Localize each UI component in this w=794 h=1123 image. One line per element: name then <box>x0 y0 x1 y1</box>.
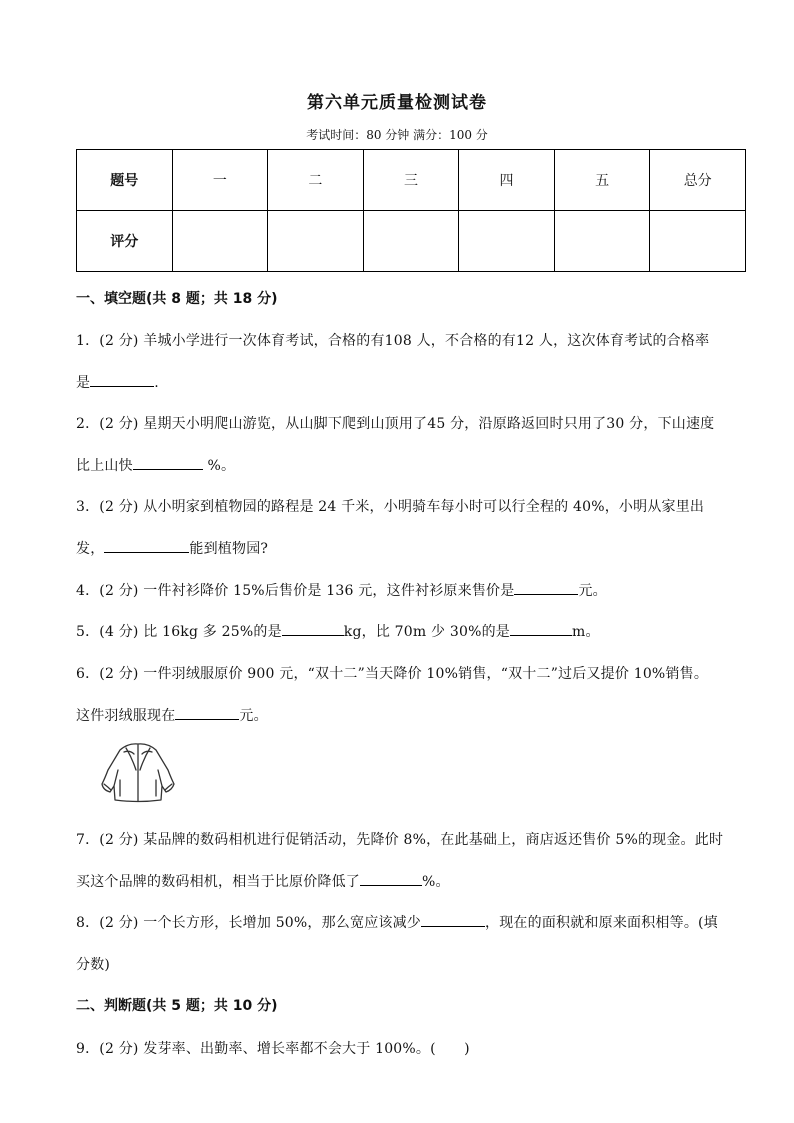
score-cell[interactable] <box>172 211 268 272</box>
answer-blank[interactable] <box>133 455 203 470</box>
question-text: kg，比 70m 少 30%的是 <box>343 624 510 640</box>
answer-blank[interactable] <box>90 372 154 387</box>
table-cell: 五 <box>554 150 650 211</box>
question-8-line-2: 分数) <box>76 957 111 973</box>
question-2-line-1: 2．(2 分) 星期天小明爬山游览，从山脚下爬到山顶用了45 分，沿原路返回时只用了30 分，下山速度 <box>76 416 715 432</box>
answer-blank[interactable] <box>360 871 422 886</box>
question-2-line-2 <box>76 455 746 475</box>
table-cell: 一 <box>172 150 268 211</box>
question-text: 元。 <box>239 708 268 724</box>
score-cell[interactable] <box>554 211 650 272</box>
question-7-line-1: 7．(2 分) 某品牌的数码相机进行促销活动，先降价 8%，在此基础上，商店返还售价 5%的现金。此时 <box>76 832 724 848</box>
question-4 <box>76 580 746 600</box>
table-cell: 题号 <box>77 150 173 211</box>
answer-blank[interactable] <box>175 705 239 720</box>
section-heading-fill-blank: 一、填空题(共 8 题；共 18 分) <box>76 291 278 307</box>
table-cell: 四 <box>459 150 555 211</box>
score-cell[interactable] <box>650 211 746 272</box>
score-cell[interactable] <box>363 211 459 272</box>
answer-blank[interactable] <box>104 538 189 553</box>
question-text: 买这个品牌的数码相机，相当于比原价降低了 <box>76 874 360 890</box>
question-8-line-1 <box>76 912 746 932</box>
answer-blank[interactable] <box>514 580 578 595</box>
answer-blank[interactable] <box>510 621 572 636</box>
table-cell: 总分 <box>650 150 746 211</box>
question-9: 9．(2 分) 发芽率、出勤率、增长率都不会大于 100%。( ) <box>76 1041 470 1057</box>
table-cell: 评分 <box>77 211 173 272</box>
question-text: 这件羽绒服现在 <box>76 708 176 724</box>
question-text: 4．(2 分) 一件衬衫降价 15%后售价是 136 元，这件衬衫原来售价是 <box>76 583 515 599</box>
question-text: %。 <box>422 874 450 890</box>
section-heading-true-false: 二、判断题(共 5 题；共 10 分) <box>76 998 278 1014</box>
question-1-line-2 <box>76 372 746 392</box>
jacket-icon <box>98 740 178 804</box>
answer-blank[interactable] <box>421 912 485 927</box>
question-text: %。 <box>202 458 236 474</box>
question-1-line-1: 1．(2 分) 羊城小学进行一次体育考试，合格的有108 人，不合格的有12 人，这次体育考试的合格率 <box>76 333 710 349</box>
question-7-line-2 <box>76 871 746 891</box>
question-3-line-2 <box>76 538 746 558</box>
question-6-line-1: 6．(2 分) 一件羽绒服原价 900 元，“双十二”当天降价 10%销售，“双十二”过后又提价 10%销售。 <box>76 666 709 682</box>
score-table <box>76 149 746 272</box>
page-title: 第六单元质量检测试卷 <box>307 93 487 113</box>
question-text: 是 <box>76 375 91 391</box>
exam-info: 考试时间：80 分钟 满分：100 分 <box>306 128 488 142</box>
question-text: 比上山快 <box>76 458 133 474</box>
question-text: 发， <box>76 541 105 557</box>
score-cell[interactable] <box>459 211 555 272</box>
question-text: m。 <box>571 624 600 640</box>
table-cell: 三 <box>363 150 459 211</box>
question-text: 8．(2 分) 一个长方形，长增加 50%，那么宽应该减少 <box>76 915 422 931</box>
question-text: ，现在的面积就和原来面积相等。(填 <box>485 915 718 931</box>
question-text: . <box>154 375 159 391</box>
question-6-line-2 <box>76 705 746 725</box>
question-3-line-1: 3．(2 分) 从小明家到植物园的路程是 24 千米，小明骑车每小时可以行全程的 40%，小明从家里出 <box>76 499 705 515</box>
question-text: 元。 <box>578 583 607 599</box>
question-text: 5．(4 分) 比 16kg 多 25%的是 <box>76 624 282 640</box>
table-cell: 二 <box>268 150 364 211</box>
question-5 <box>76 621 746 641</box>
table-row <box>77 150 746 211</box>
answer-blank[interactable] <box>282 621 344 636</box>
score-cell[interactable] <box>268 211 364 272</box>
question-text: 能到植物园? <box>189 541 269 557</box>
table-row <box>77 211 746 272</box>
